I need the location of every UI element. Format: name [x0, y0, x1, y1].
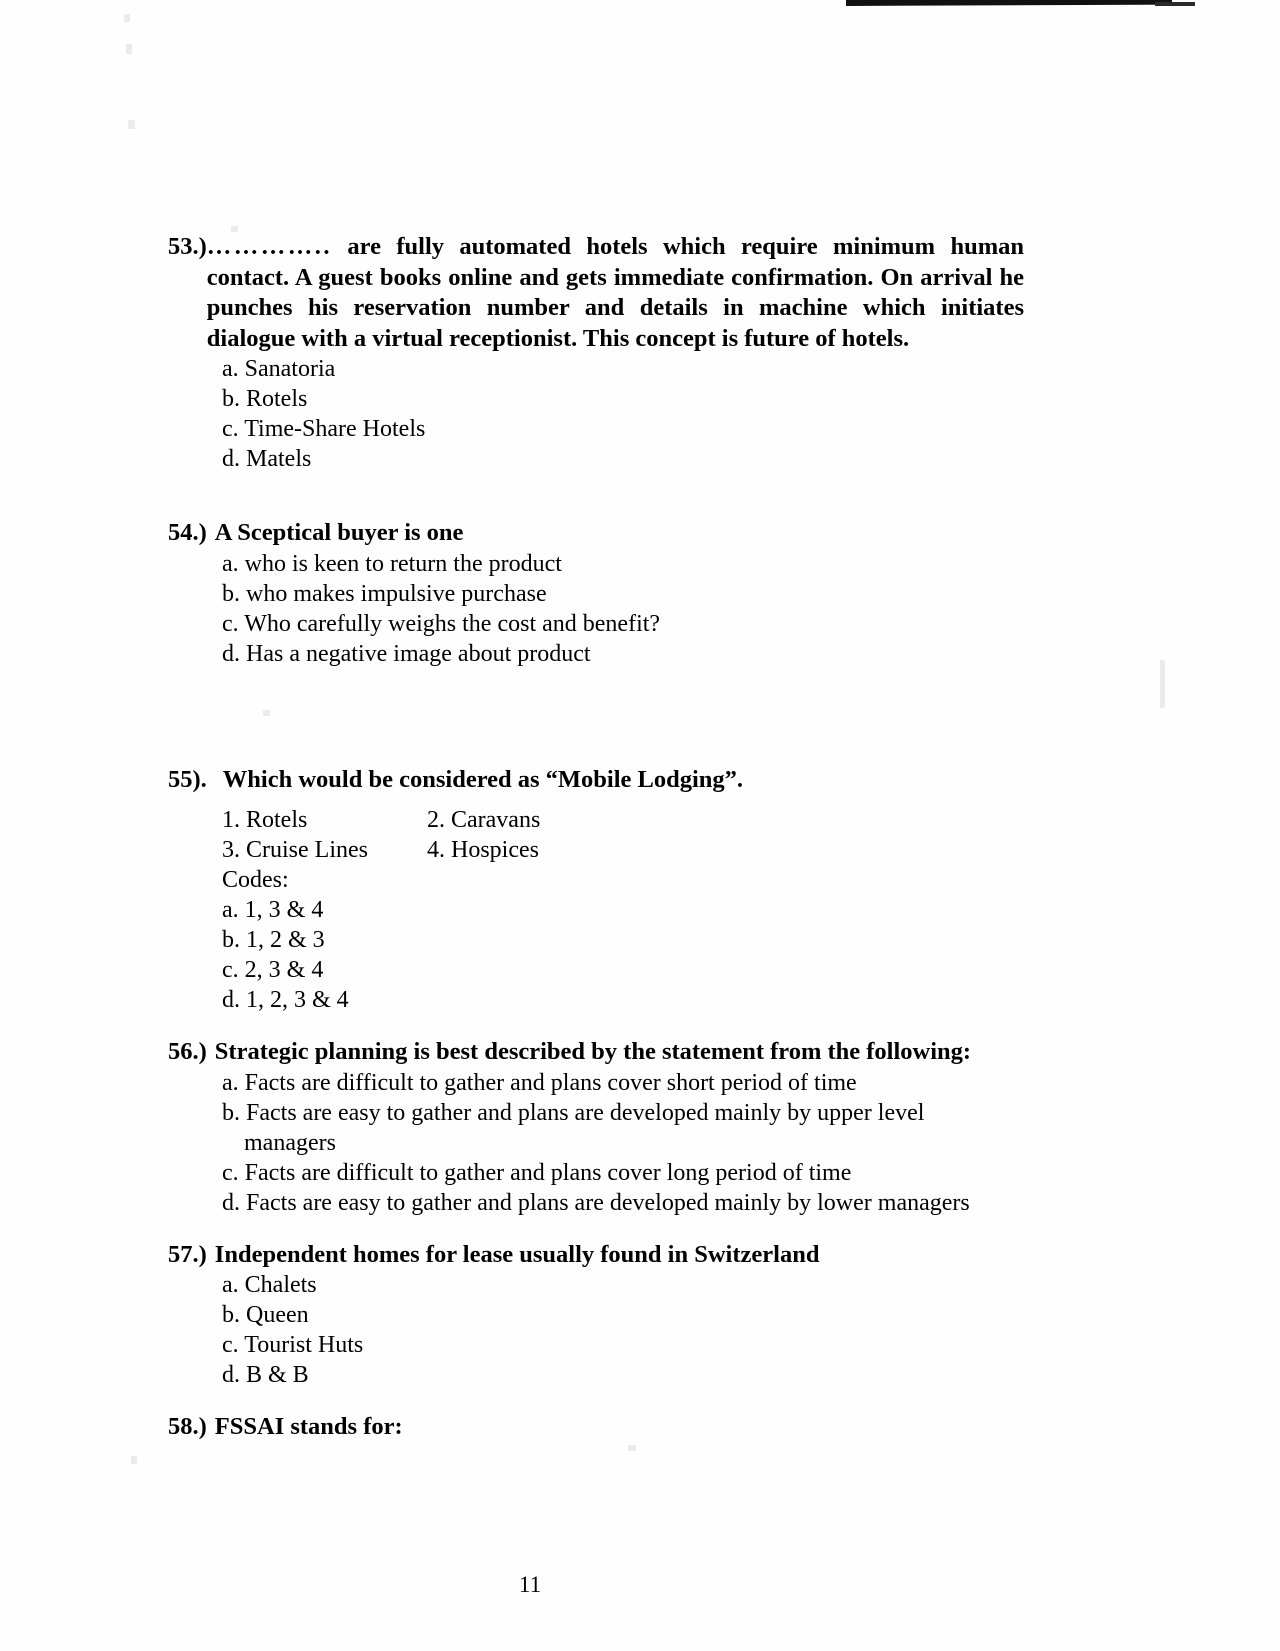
spacer	[168, 1218, 1024, 1240]
option-b[interactable]: b. Rotels	[222, 386, 308, 412]
question-54-options	[168, 549, 1024, 669]
option-d[interactable]: d. B & B	[222, 1362, 309, 1388]
question-53-options	[168, 354, 1024, 474]
question-53-stem	[207, 232, 1024, 354]
option-a[interactable]: a. 1, 3 & 4	[222, 897, 324, 923]
option-c[interactable]: c. Who carefully weighs the cost and benefit?	[222, 610, 661, 637]
statement-3: 3. Cruise Lines	[222, 837, 368, 863]
option-d[interactable]: d. Facts are easy to gather and plans are developed mainly by lower managers	[222, 1189, 970, 1216]
question-54-number: 54.)	[168, 519, 207, 546]
question-56-number: 56.)	[168, 1038, 207, 1065]
option-a[interactable]: a. Facts are difficult to gather and plans cover short period of time	[222, 1069, 857, 1096]
option-c[interactable]: c. Time-Share Hotels	[222, 416, 426, 442]
statement-2: 2. Caravans	[427, 807, 541, 833]
spacer	[168, 1390, 1024, 1412]
option-b-line1: b. Facts are easy to gather and plans are developed mainly by upper level	[222, 1099, 925, 1126]
option-b-continuation: managers	[244, 1129, 336, 1156]
option-b[interactable]: b. 1, 2 & 3	[222, 927, 325, 953]
spacer	[168, 1015, 1024, 1037]
question-53-blank-leader: …………..	[206, 233, 333, 260]
question-55-options	[168, 895, 1024, 1015]
scan-artifact-top-bar	[846, 0, 1172, 6]
question-54	[168, 518, 1024, 669]
question-55-statements	[168, 805, 1024, 865]
question-58	[168, 1412, 1024, 1443]
question-58-number: 58.)	[168, 1413, 207, 1440]
question-54-header	[168, 518, 1024, 549]
option-b[interactable]	[168, 1098, 1024, 1158]
option-d[interactable]: d. Matels	[222, 446, 312, 472]
page-number: 11	[518, 1572, 542, 1597]
question-57-header	[168, 1240, 1024, 1271]
question-53-stem-text: are fully automated hotels which require minimum human contact. A guest books online and gets immediate confirmation. On arrival he punches his reservation number and details in machine which initiates dialogue with a virtual receptionist. This concept is future of hotels.	[206, 233, 1024, 352]
statement-4: 4. Hospices	[427, 837, 539, 863]
spacer	[168, 795, 1024, 805]
option-a[interactable]: a. who is keen to return the product	[222, 550, 562, 577]
option-d[interactable]: d. 1, 2, 3 & 4	[222, 987, 349, 1013]
statement-1: 1. Rotels	[222, 807, 308, 833]
question-56-header	[168, 1037, 1024, 1068]
option-c[interactable]: c. Tourist Huts	[222, 1332, 364, 1358]
question-56-options	[168, 1068, 1024, 1218]
question-list	[168, 232, 1024, 1443]
question-57	[168, 1240, 1024, 1391]
option-c[interactable]: c. Facts are difficult to gather and plans cover long period of time	[222, 1159, 852, 1186]
scan-speckle	[128, 120, 135, 129]
question-55-stem: Which would be considered as “Mobile Lodging”.	[222, 765, 744, 793]
scan-speckle	[124, 14, 130, 22]
spacer	[168, 669, 1024, 765]
option-b[interactable]: b. Queen	[222, 1302, 309, 1328]
question-58-stem: FSSAI stands for:	[214, 1413, 403, 1440]
question-53-header	[168, 232, 1024, 354]
question-53	[168, 232, 1024, 474]
scan-speckle	[628, 1445, 636, 1451]
option-c[interactable]: c. 2, 3 & 4	[222, 957, 324, 983]
scan-artifact-top-bar-secondary	[1155, 2, 1195, 6]
question-55-header	[168, 765, 1024, 796]
question-53-number: 53.)	[168, 233, 207, 260]
question-56-stem: Strategic planning is best described by the statement from the following:	[214, 1038, 972, 1065]
option-a[interactable]: a. Chalets	[222, 1272, 317, 1298]
option-a[interactable]: a. Sanatoria	[222, 356, 336, 382]
question-54-stem: A Sceptical buyer is one	[214, 519, 464, 546]
option-b[interactable]: b. who makes impulsive purchase	[222, 580, 547, 607]
question-56	[168, 1037, 1024, 1218]
question-57-options	[168, 1270, 1024, 1390]
scan-speckle	[131, 1456, 137, 1464]
question-58-header	[168, 1412, 1024, 1443]
question-57-stem: Independent homes for lease usually found in Switzerland	[214, 1240, 820, 1268]
question-55-codes-label: Codes:	[222, 867, 289, 893]
option-d[interactable]: d. Has a negative image about product	[222, 640, 591, 667]
question-57-number: 57.)	[168, 1240, 207, 1268]
question-55	[168, 765, 1024, 1016]
scan-speckle	[126, 44, 132, 54]
scan-speckle	[1160, 660, 1165, 708]
spacer	[168, 474, 1024, 518]
question-55-number: 55).	[168, 765, 207, 793]
